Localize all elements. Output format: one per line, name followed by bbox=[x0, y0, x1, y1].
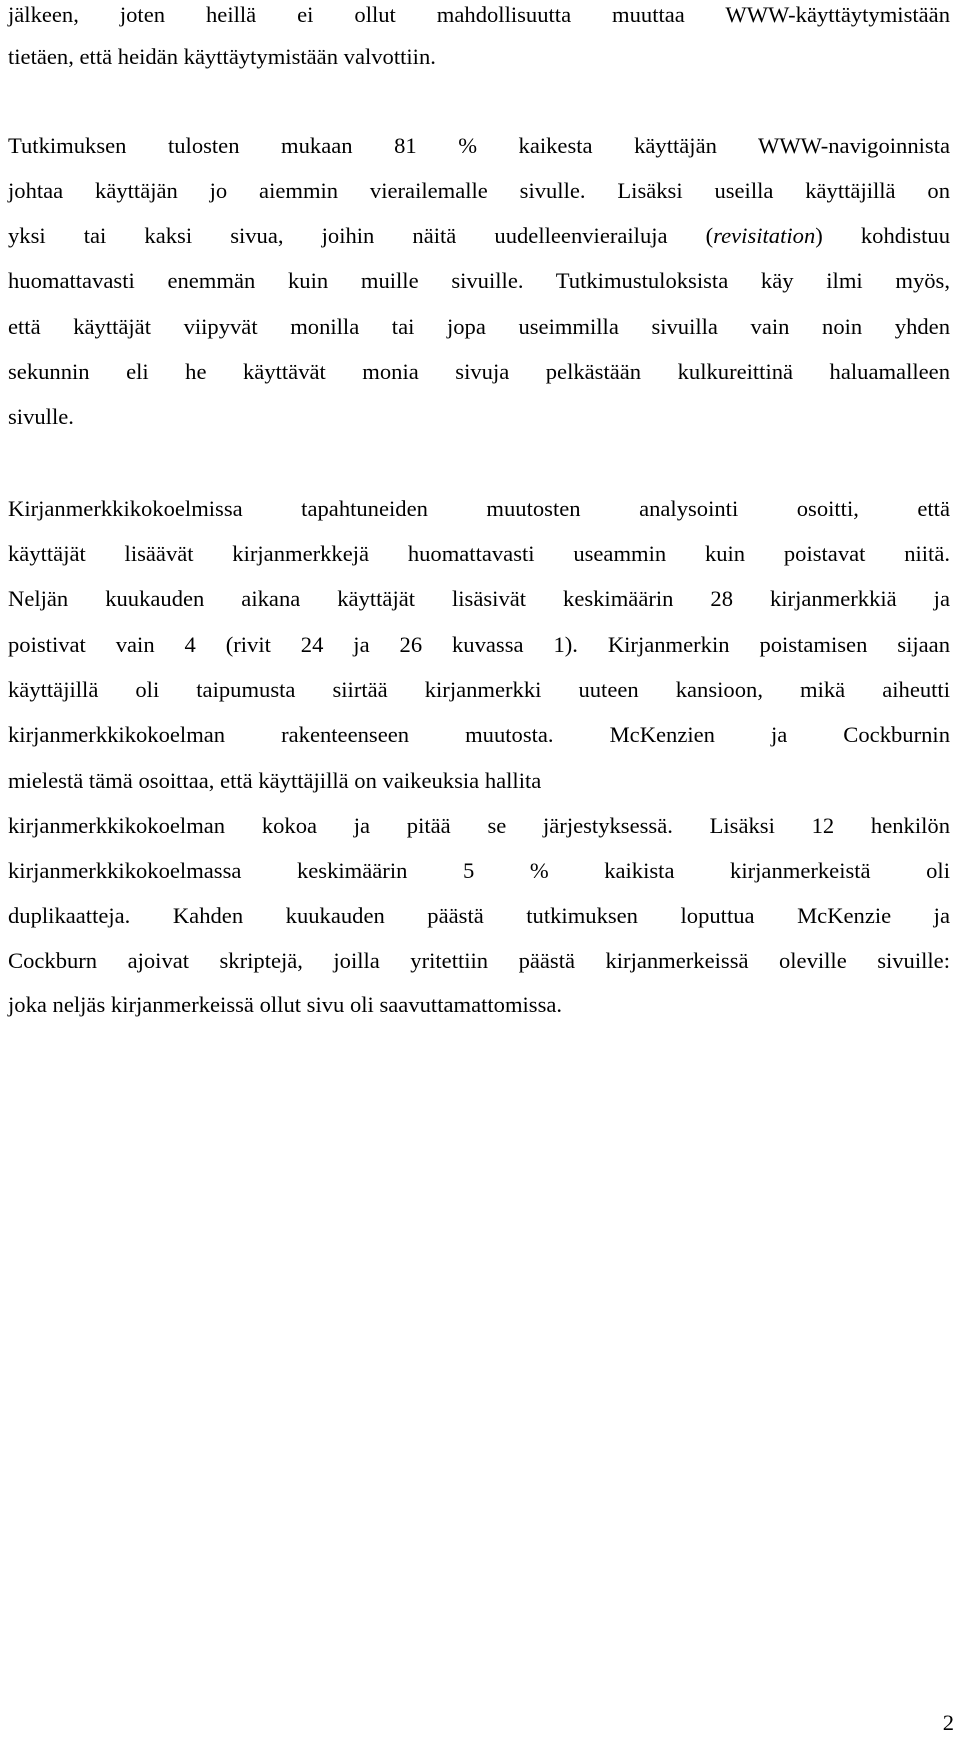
paragraph-3-line-1: Kirjanmerkkikokoelmissa tapahtuneiden muutosten analysointi osoitti, että bbox=[8, 496, 950, 521]
paragraph-1-line-2: tietäen, että heidän käyttäytymistään valvottiin. bbox=[8, 44, 436, 69]
paragraph-2-line-1: Tutkimuksen tulosten mukaan 81 % kaikesta käyttäjän WWW-navigoinnista bbox=[8, 133, 950, 158]
paragraph-2-line-5: että käyttäjät viipyvät monilla tai jopa useimmilla sivuilla vain noin yhden bbox=[8, 314, 950, 339]
paragraph-3-line-9: kirjanmerkkikokoelmassa keskimäärin 5 % kaikista kirjanmerkeistä oli bbox=[8, 858, 950, 883]
revisitation-term: revisitation bbox=[713, 223, 816, 248]
paragraph-3-line-4: poistivat vain 4 (rivit 24 ja 26 kuvassa 1). Kirjanmerkin poistamisen sijaan bbox=[8, 632, 950, 657]
paragraph-3-line-8: kirjanmerkkikokoelman kokoa ja pitää se järjestyksessä. Lisäksi 12 henkilön bbox=[8, 813, 950, 838]
paragraph-1-line-1: jälkeen, joten heillä ei ollut mahdollisuutta muuttaa WWW-käyttäytymistään bbox=[8, 2, 950, 27]
paragraph-3-line-12: joka neljäs kirjanmerkeissä ollut sivu oli saavuttamattomissa. bbox=[8, 992, 563, 1017]
paragraph-3-line-3: Neljän kuukauden aikana käyttäjät lisäsivät keskimäärin 28 kirjanmerkkiä ja bbox=[8, 586, 950, 611]
paragraph-2-line-3-text-before: yksi tai kaksi sivua, joihin näitä uudelleenvierailuja ( bbox=[8, 223, 714, 248]
paragraph-2-line-3-text-after: ) kohdistuu bbox=[815, 223, 951, 248]
paragraph-2-line-4: huomattavasti enemmän kuin muille sivuille. Tutkimustuloksista käy ilmi myös, bbox=[8, 268, 950, 293]
paragraph-3-line-10: duplikaatteja. Kahden kuukauden päästä tutkimuksen loputtua McKenzie ja bbox=[8, 903, 950, 928]
paragraph-2-line-6: sekunnin eli he käyttävät monia sivuja pelkästään kulkureittinä haluamalleen bbox=[8, 359, 950, 384]
paragraph-2-line-3 bbox=[8, 221, 950, 251]
paragraph-3-line-5: käyttäjillä oli taipumusta siirtää kirjanmerkki uuteen kansioon, mikä aiheutti bbox=[8, 677, 950, 702]
page-number: 2 bbox=[942, 1710, 954, 1735]
paragraph-3-line-2: käyttäjät lisäävät kirjanmerkkejä huomattavasti useammin kuin poistavat niitä. bbox=[8, 541, 950, 566]
paragraph-2-line-7: sivulle. bbox=[8, 404, 74, 429]
paragraph-3-line-7: mielestä tämä osoittaa, että käyttäjillä on vaikeuksia hallita bbox=[8, 768, 542, 793]
paragraph-3-line-11: Cockburn ajoivat skriptejä, joilla yritettiin päästä kirjanmerkeissä oleville sivuille: bbox=[8, 948, 950, 973]
paragraph-3-line-6: kirjanmerkkikokoelman rakenteenseen muutosta. McKenzien ja Cockburnin bbox=[8, 722, 950, 747]
paragraph-2-line-2: johtaa käyttäjän jo aiemmin vierailemalle sivulle. Lisäksi useilla käyttäjillä on bbox=[8, 178, 950, 203]
